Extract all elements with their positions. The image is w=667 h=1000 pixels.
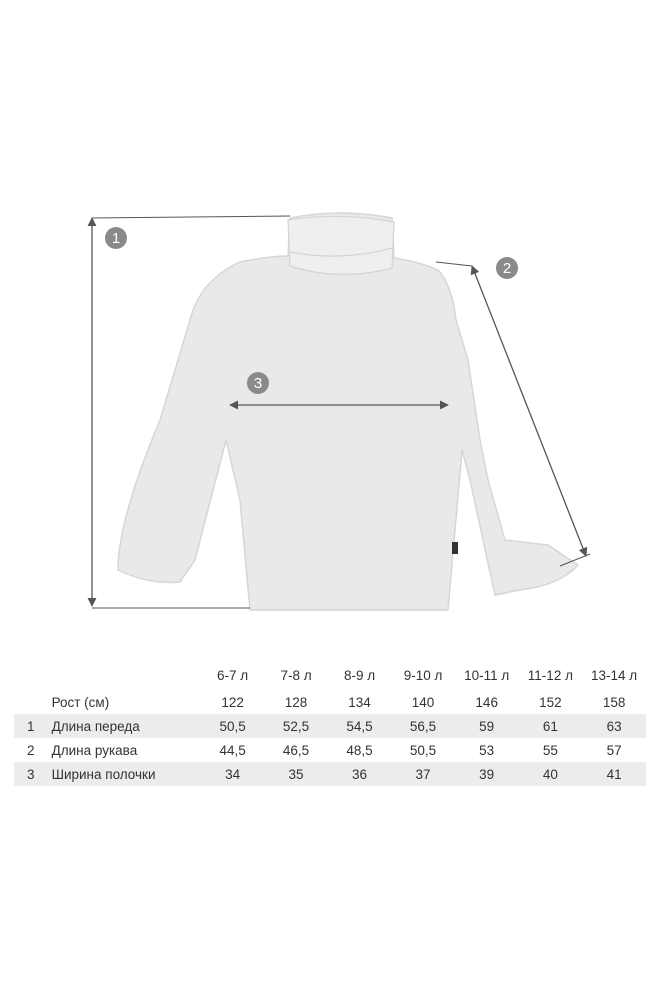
table-cell: 56,5 (391, 714, 455, 738)
table-cell: 55 (542, 742, 558, 758)
collar (288, 216, 394, 274)
table-cell: 35 (264, 762, 327, 786)
front-length-guide-top (92, 216, 290, 218)
age-column-header: 11-12 л (527, 667, 573, 683)
age-column-header: 6-7 л (217, 667, 249, 683)
table-cell: 54,5 (328, 714, 391, 738)
sleeve-guide-top (436, 262, 472, 266)
table-cell: 40 (519, 762, 583, 786)
table-cell: 34 (201, 762, 264, 786)
age-column-header: 9-10 л (403, 667, 443, 683)
table-cell: 158 (602, 694, 626, 710)
table-cell: 122 (221, 694, 244, 710)
table-cell: 152 (539, 694, 562, 710)
size-chart-table (14, 660, 646, 786)
table-cell: 41 (582, 762, 646, 786)
table-cell: 50,5 (409, 742, 437, 758)
table-cell: 53 (479, 742, 495, 758)
table-cell: 128 (284, 694, 308, 710)
table-cell: 140 (411, 694, 435, 710)
table-cell: 59 (455, 714, 519, 738)
table-cell: 61 (519, 714, 583, 738)
table-cell: 48,5 (346, 742, 373, 758)
table-cell: 134 (348, 694, 371, 710)
row-label: Рост (см) (51, 694, 110, 710)
table-cell: 50,5 (201, 714, 264, 738)
row-label: Ширина полочки (48, 762, 201, 786)
table-cell: 52,5 (264, 714, 327, 738)
table-cell: 146 (475, 694, 498, 710)
table-row (14, 714, 646, 738)
marker-3-label: 3 (253, 375, 263, 392)
table-cell: 44,5 (219, 742, 246, 758)
row-label: Длина переда (48, 714, 201, 738)
table-cell: 57 (606, 742, 622, 758)
table-cell: 63 (582, 714, 646, 738)
row-label: Длина рукава (51, 742, 138, 758)
row-number: 1 (14, 714, 48, 738)
age-column-header: 7-8 л (280, 667, 312, 683)
marker-1-label: 1 (111, 230, 121, 247)
table-row (14, 762, 646, 786)
table-cell: 37 (391, 762, 455, 786)
age-column-header: 13-14 л (591, 667, 638, 683)
age-column-header: 10-11 л (464, 667, 510, 683)
table-cell: 39 (455, 762, 519, 786)
age-header-row (14, 660, 646, 690)
row-number: 3 (14, 762, 48, 786)
height-row (14, 690, 646, 714)
marker-2-label: 2 (502, 260, 512, 277)
row-number (14, 690, 48, 714)
table-row (14, 738, 646, 762)
age-column-header: 8-9 л (343, 667, 376, 683)
brand-tag-icon (452, 542, 458, 554)
table-cell: 36 (328, 762, 391, 786)
row-number: 2 (27, 742, 35, 758)
table-cell: 46,5 (282, 742, 310, 758)
